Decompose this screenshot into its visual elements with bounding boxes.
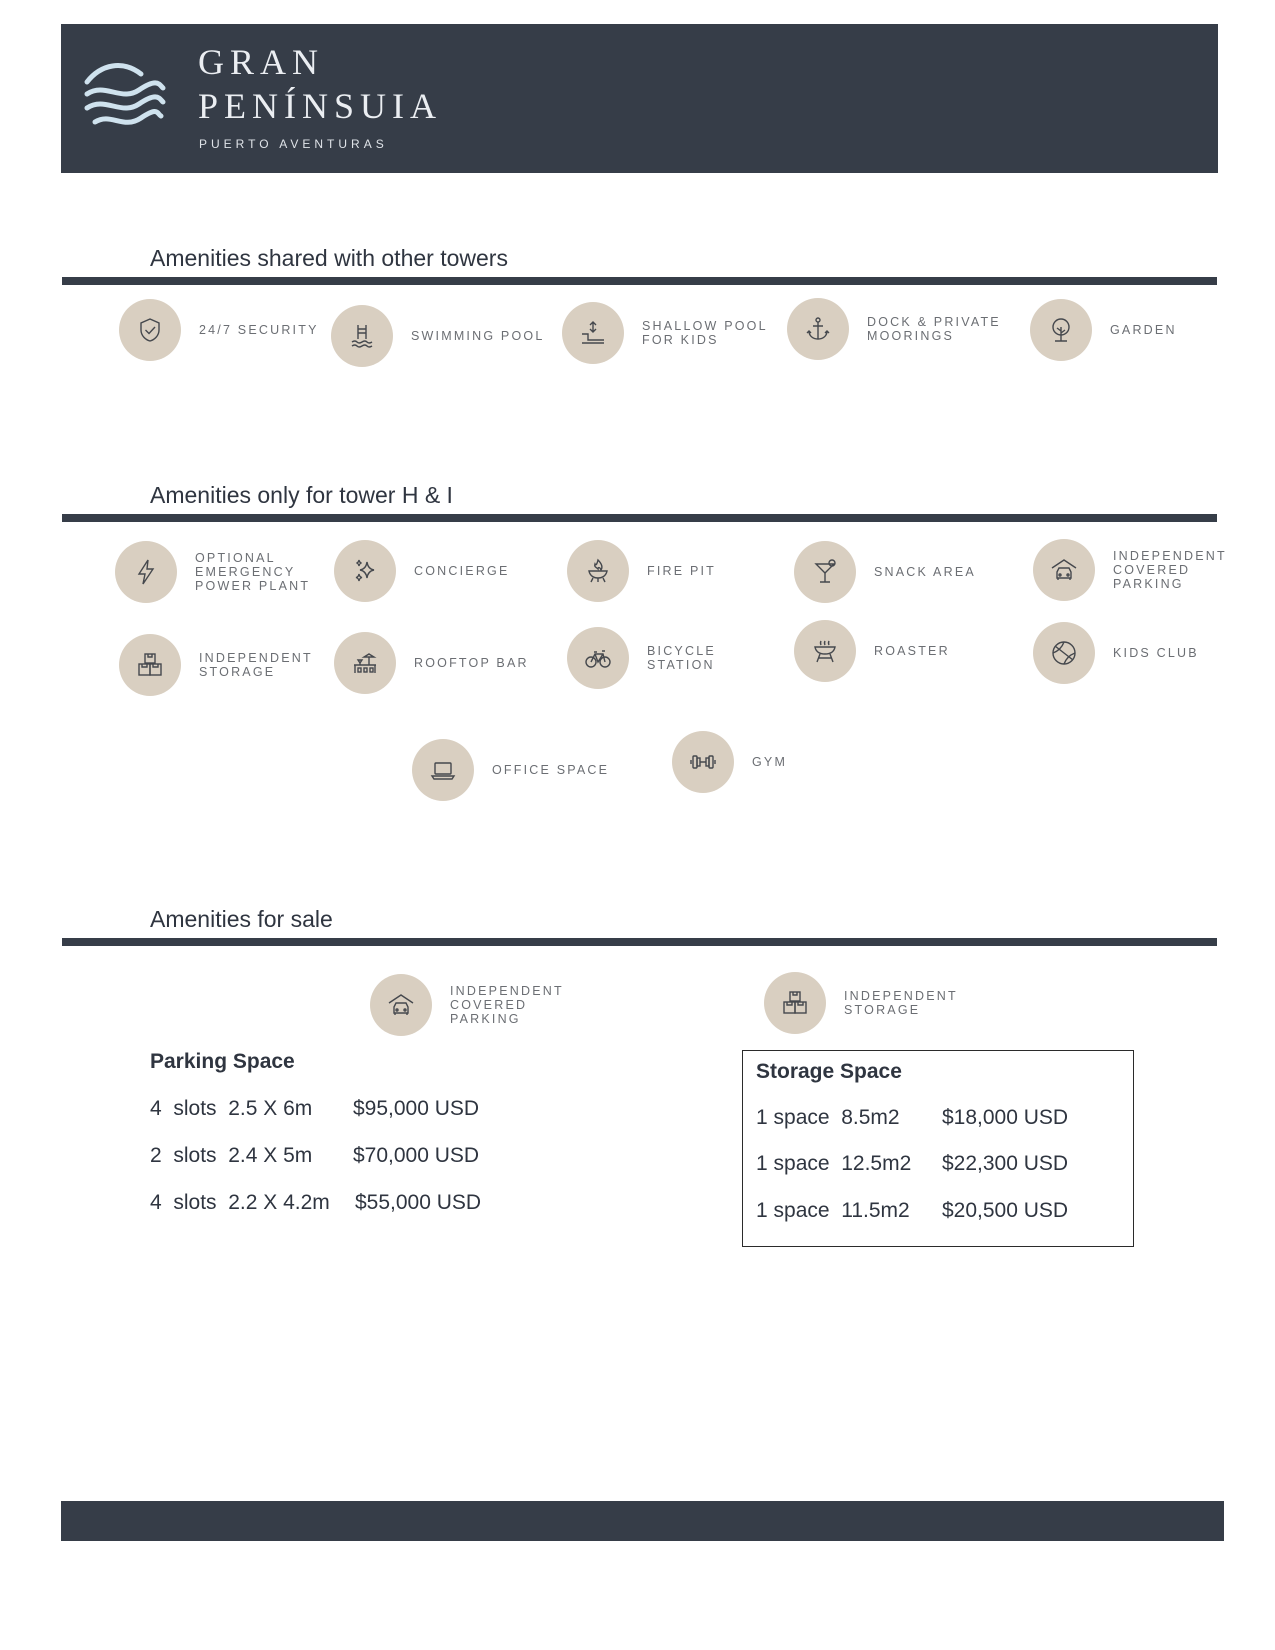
amenity-label: ROASTER xyxy=(874,644,950,658)
amenity-label: INDEPENDENT STORAGE xyxy=(199,651,313,679)
tree-icon xyxy=(1030,299,1092,361)
amenity-label: INDEPENDENT COVERED PARKING xyxy=(1113,549,1227,591)
amenity-office-space xyxy=(412,739,609,801)
storage-row-price: $18,000 USD xyxy=(942,1106,1069,1129)
amenity-storage xyxy=(119,634,313,696)
amenity-label: SWIMMING POOL xyxy=(411,329,545,343)
storage-row-desc: 1 space 12.5m2 xyxy=(756,1152,912,1175)
amenity-shallow-pool xyxy=(562,302,768,364)
parking-row-desc: 4 slots 2.2 X 4.2m xyxy=(150,1191,330,1214)
anchor-icon xyxy=(787,298,849,360)
ball-icon xyxy=(1033,622,1095,684)
parking-row-price: $95,000 USD xyxy=(353,1097,480,1120)
cocktail-icon xyxy=(794,541,856,603)
amenity-kids-club xyxy=(1033,622,1199,684)
amenity-label: OFFICE SPACE xyxy=(492,763,610,777)
storage-row-price: $20,500 USD xyxy=(942,1199,1069,1222)
amenity-label: DOCK & PRIVATE MOORINGS xyxy=(867,315,1001,343)
parking-row-price: $70,000 USD xyxy=(353,1144,480,1167)
shield-check-icon xyxy=(119,299,181,361)
amenity-label: SNACK AREA xyxy=(874,565,976,579)
brand-title-line1: GRAN xyxy=(198,42,325,82)
section-divider xyxy=(62,938,1217,946)
brand-subtitle: PUERTO AVENTURAS xyxy=(199,137,388,151)
storage-heading: Storage Space xyxy=(756,1060,902,1083)
dumbbell-icon xyxy=(672,731,734,793)
amenity-garden xyxy=(1030,299,1177,361)
footer-bar xyxy=(61,1501,1224,1541)
section-divider xyxy=(62,277,1217,285)
amenity-snack-area xyxy=(794,541,976,603)
brand-title-line2: PENÍNSUIA xyxy=(198,86,443,126)
section-title-tower: Amenities only for tower H & I xyxy=(150,482,453,508)
laptop-icon xyxy=(412,739,474,801)
boxes-icon xyxy=(764,972,826,1034)
amenity-power-plant xyxy=(115,541,310,603)
amenity-label: FIRE PIT xyxy=(647,564,716,578)
amenity-label: GYM xyxy=(752,755,788,769)
section-title-sale: Amenities for sale xyxy=(150,906,333,932)
lightning-icon xyxy=(115,541,177,603)
boxes-icon xyxy=(119,634,181,696)
storage-row-desc: 1 space 8.5m2 xyxy=(756,1106,900,1129)
bicycle-icon xyxy=(567,627,629,689)
amenity-label: KIDS CLUB xyxy=(1113,646,1199,660)
amenity-rooftop-bar xyxy=(334,632,529,694)
amenity-dock xyxy=(787,298,1001,360)
sparkles-icon xyxy=(334,540,396,602)
amenity-swimming-pool xyxy=(331,305,544,367)
amenity-concierge xyxy=(334,540,510,602)
parking-row-price: $55,000 USD xyxy=(355,1191,482,1214)
section-divider xyxy=(62,514,1217,522)
amenity-bicycle xyxy=(567,627,716,689)
amenity-label: INDEPENDENT COVERED PARKING xyxy=(450,984,564,1026)
grill-icon xyxy=(794,620,856,682)
storage-row-price: $22,300 USD xyxy=(942,1152,1069,1175)
pool-ladder-icon xyxy=(331,305,393,367)
amenity-label: CONCIERGE xyxy=(414,564,510,578)
fire-pit-icon xyxy=(567,540,629,602)
amenity-label: 24/7 SECURITY xyxy=(199,323,319,337)
amenity-label: SHALLOW POOL FOR KIDS xyxy=(642,319,768,347)
parking-heading: Parking Space xyxy=(150,1050,295,1073)
header-banner xyxy=(61,24,1218,173)
waves-logo-icon xyxy=(83,60,167,130)
amenity-label: OPTIONAL EMERGENCY POWER PLANT xyxy=(195,551,311,593)
amenity-gym xyxy=(672,731,787,793)
amenity-label: INDEPENDENT STORAGE xyxy=(844,989,958,1017)
amenity-label: ROOFTOP BAR xyxy=(414,656,529,670)
shallow-pool-icon xyxy=(562,302,624,364)
parking-row-desc: 4 slots 2.5 X 6m xyxy=(150,1097,313,1120)
parking-row-desc: 2 slots 2.4 X 5m xyxy=(150,1144,313,1167)
storage-row-desc: 1 space 11.5m2 xyxy=(756,1199,910,1222)
amenity-fire-pit xyxy=(567,540,716,602)
section-title-shared: Amenities shared with other towers xyxy=(150,245,508,271)
amenity-roaster xyxy=(794,620,950,682)
amenity-label: BICYCLE STATION xyxy=(647,644,716,672)
rooftop-bar-icon xyxy=(334,632,396,694)
amenity-label: GARDEN xyxy=(1110,323,1177,337)
brand-title xyxy=(198,40,442,128)
sale-storage xyxy=(764,972,958,1034)
car-garage-icon xyxy=(1033,539,1095,601)
car-garage-icon xyxy=(370,974,432,1036)
sale-covered-parking xyxy=(370,974,564,1036)
amenity-covered-parking xyxy=(1033,539,1227,601)
amenity-security xyxy=(119,299,319,361)
